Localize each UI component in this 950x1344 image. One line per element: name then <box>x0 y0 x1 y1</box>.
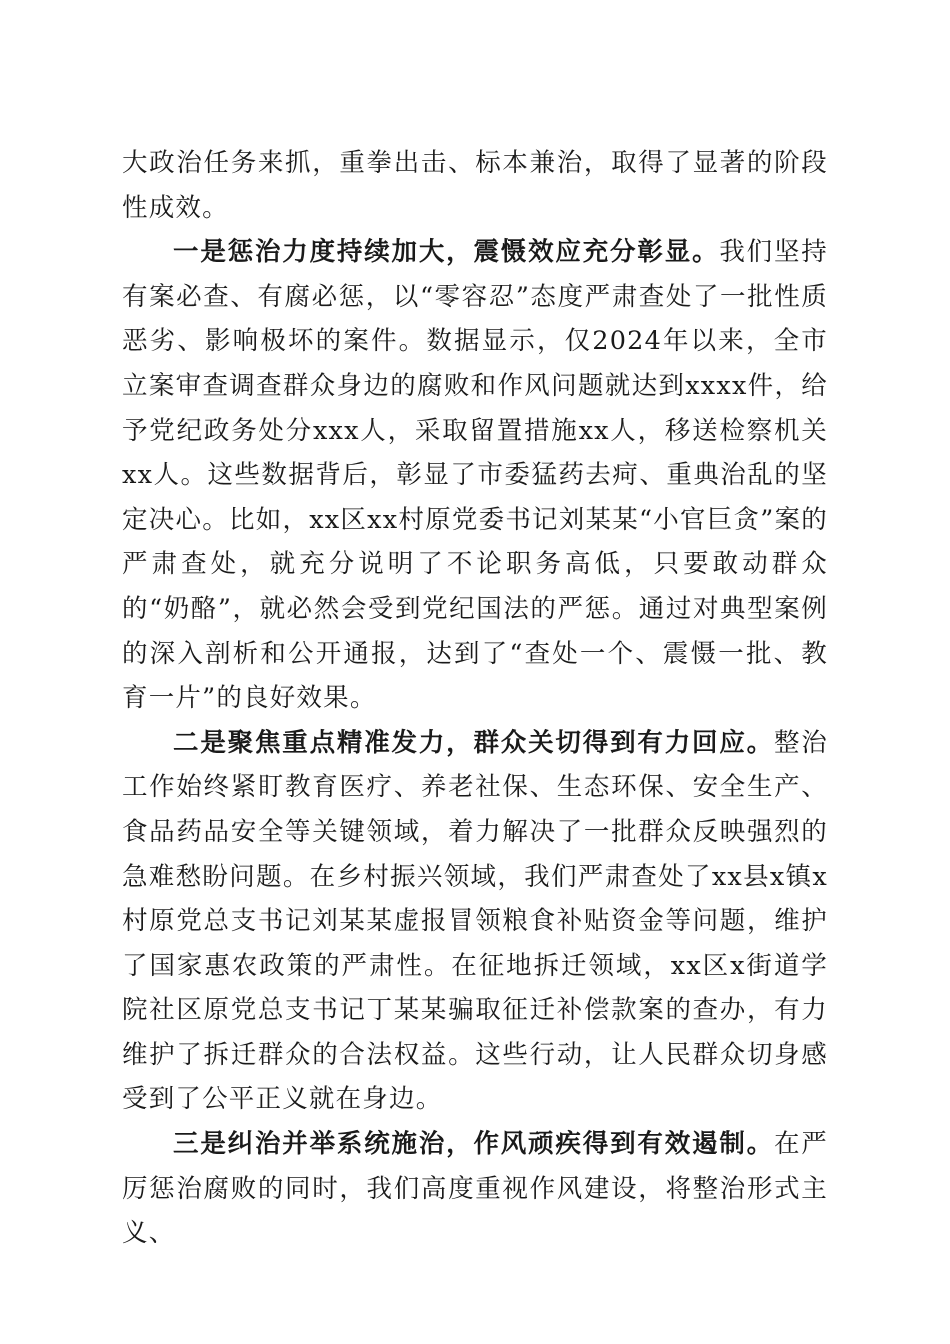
paragraph-text: 整治工作始终紧盯教育医疗、养老社保、生态环保、安全生产、食品药品安全等关键领域，着力解决了一批群众反映强烈的急难愁盼问题。在乡村振兴领域，我们严肃查处了xx县x镇x村原党总支书记刘某某虚报冒领粮食补贴资金等问题，维护了国家惠农政策的严肃性。在征地拆迁领域，xx区x街道学院社区原党总支书记丁某某骗取征迁补偿款案的查办，有力维护了拆迁群众的合法权益。这些行动，让人民群众切身感受到了公平正义就在身边。 <box>122 727 829 1115</box>
paragraph-text: 我们坚持有案必查、有腐必惩，以“零容忍”态度严肃查处了一批性质恶劣、影响极坏的案件。数据显示，仅2024年以来，全市立案审查调查群众身边的腐败和作风问题就达到xxxx件，给予党纪政务处分xxx人，采取留置措施xx人，移送检察机关xx人。这些数据背后，彰显了市委猛药去疴、重典治乱的坚定决心。比如，xx区xx村原党委书记刘某某“小官巨贪”案的严肃查处，就充分说明了不论职务高低，只要敢动群众的“奶酪”，就必然会受到党纪国法的严惩。通过对典型案例的深入剖析和公开通报，达到了“查处一个、震慑一批、教育一片”的良好效果。 <box>122 237 828 714</box>
paragraph-lead: 二是聚焦重点精准发力，群众关切得到有力回应。 <box>173 727 774 758</box>
paragraph-lead: 一是惩治力度持续加大，震慑效应充分彰显。 <box>173 237 720 268</box>
paragraph-text: 大政治任务来抓，重拳出击、标本兼治，取得了显著的阶段性成效。 <box>122 148 828 223</box>
paragraph-lead: 三是纠治并举系统施治，作风顽疾得到有效遏制。 <box>173 1129 774 1160</box>
paragraph-focus <box>122 721 828 1122</box>
document-body <box>122 141 828 1256</box>
paragraph-punishment <box>122 230 828 721</box>
paragraph-text: 在严厉惩治腐败的同时，我们高度重视作风建设，将整治形式主义、 <box>122 1129 829 1249</box>
paragraph-continuation <box>122 141 828 230</box>
paragraph-rectification <box>122 1122 828 1256</box>
